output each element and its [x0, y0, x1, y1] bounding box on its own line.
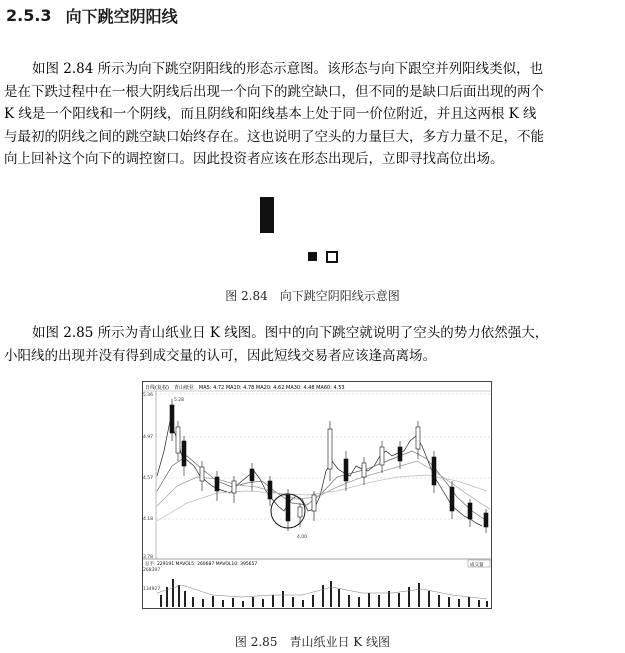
chart-header: 日线(复权) 青山纸业 MA5: 4.72 MA10: 4.78 MA20: 4.62 MA30: 4.48 MA60: 4.53 [145, 385, 345, 391]
price-tick: 3.78 [143, 555, 154, 560]
volume-tick: 134927 [143, 587, 161, 592]
chart-frame [143, 382, 492, 609]
paragraph-line: 小阳线的出现并没有得到成交量的认可，因此短线交易者应该逢高离场。 [4, 347, 436, 364]
price-tick: 4.18 [143, 517, 154, 522]
low-label: 4.00 [297, 535, 308, 540]
small-bearish-candle [308, 252, 317, 261]
section-title: 向下跳空阴阳线 [65, 6, 178, 26]
high-label: 5.28 [174, 398, 185, 403]
paragraph-line: 向上回补这个向下的调控窗口。因此投资者应该在形态出现后，立即寻找高位出场。 [4, 151, 504, 167]
price-tick: 4.97 [143, 435, 154, 440]
price-tick: 4.57 [143, 476, 154, 481]
paragraph-line: 是在下跌过程中在一根大阴线后出现一个向下的跳空缺口，但不同的是缺口后面出现的两个 [4, 83, 544, 100]
figure-caption-2-85: 图 2.85 青山纸业日 K 线图 [234, 635, 391, 649]
paragraph-1 [4, 58, 616, 171]
price-tick: 5.36 [143, 393, 154, 398]
volume-tick: 268397 [143, 568, 161, 573]
paragraph-2 [4, 322, 616, 367]
big-bearish-candle [260, 197, 274, 233]
kline-chart [142, 381, 492, 609]
volume-button[interactable]: 成交量 [470, 563, 484, 568]
section-number: 2.5.3 [6, 5, 52, 25]
volume-header: 总手: 229191 MAVOL5: 260687 MAVOL10: 395657 [145, 562, 258, 567]
small-bullish-candle [326, 251, 338, 263]
paragraph-line: 与最初的阴线之间的跳空缺口始终存在。这也说明了空头的力量巨大，多方力量不足，不能 [4, 128, 544, 145]
section-heading [6, 4, 178, 26]
figure-caption-2-84: 图 2.84 向下跳空阴阳线示意图 [225, 289, 400, 303]
paragraph-line: K 线是一个阳线和一个阴线，而且阴线和阳线基本上处于同一价位附近，并且这两根 K 线 [4, 106, 537, 122]
paragraph-line: 如图 2.84 所示为向下跳空阴阳线的形态示意图。该形态与向下跟空并列阳线类似，也 [32, 61, 544, 77]
paragraph-line: 如图 2.85 所示为青山纸业日 K 线图。图中的向下跳空就说明了空头的势力依然强大， [32, 325, 549, 341]
